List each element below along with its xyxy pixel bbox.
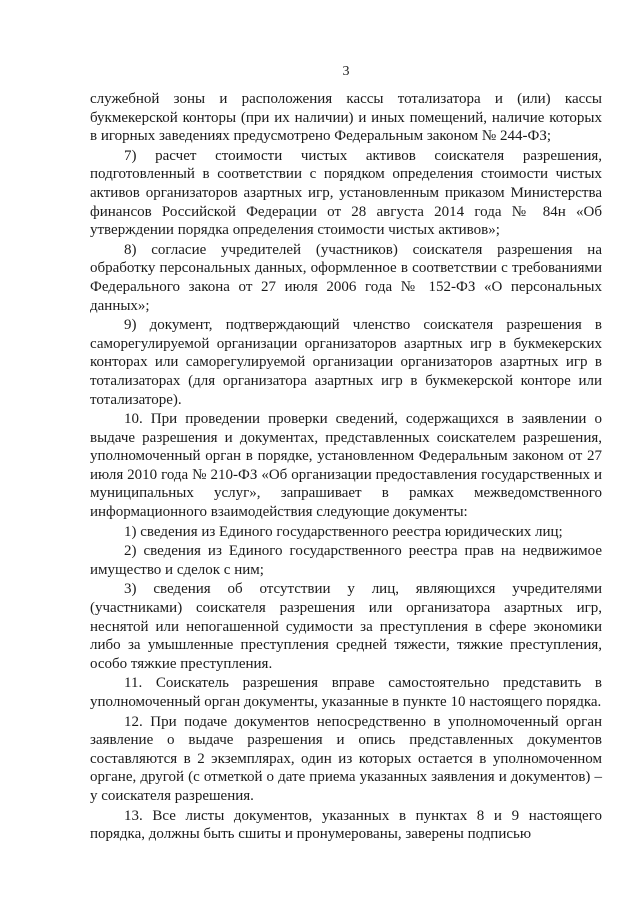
paragraph-clause-10: 10. При проведении проверки сведений, содержащихся в заявлении о выдаче разрешения и документах, представленных соискателем разрешения, уполномоченный орган в порядке, установленном Федеральным законом от 27 июля 2010 года № 210-ФЗ «Об организации предоставления государственных и муниципальных услуг», запрашивает в рамках межведомственного информационного взаимодействия следующие документы:: [90, 411, 602, 521]
paragraph-subitem-1: 1) сведения из Единого государственного реестра юридических лиц;: [124, 523, 563, 540]
paragraph-item-8: 8) согласие учредителей (участников) соискателя разрешения на обработку персональных данных, оформленное в соответствии с требованиями Федерального закона от 27 июля 2006 года № 152-ФЗ «О персональных данных»;: [90, 241, 602, 314]
paragraph-clause-13: 13. Все листы документов, указанных в пунктах 8 и 9 настоящего порядка, должны быть сшиты и пронумерованы, заверены подписью: [90, 807, 602, 843]
paragraph-clause-11: 11. Соискатель разрешения вправе самостоятельно представить в уполномоченный орган документы, указанные в пункте 10 настоящего порядка.: [90, 675, 602, 710]
paragraph-item-9: 9) документ, подтверждающий членство соискателя разрешения в саморегулируемой организации организаторов азартных игр в букмекерских конторах или саморегулируемой организации организаторов азартных игр в тотализаторах (для организатора азартных игр в букмекерской конторе или тотализаторе).: [90, 317, 602, 408]
paragraph-continuation: служебной зоны и расположения кассы тотализатора и (или) кассы букмекерской конторы (при их наличии) и иных помещений, наличие которых в игорных заведениях предусмотрено Федеральным законом № 244-ФЗ;: [90, 91, 602, 145]
paragraph-subitem-2: 2) сведения из Единого государственного реестра прав на недвижимое имущество и сделок с ним;: [90, 543, 602, 578]
paragraph-item-7: 7) расчет стоимости чистых активов соискателя разрешения, подготовленный в соответствии с порядком определения стоимости чистых активов организаторов азартных игр, установленным приказом Министерства финансов Российской Федерации от 28 августа 2014 года № 84н «Об утверждении порядка определения стоимости чистых активов»;: [90, 147, 602, 239]
page-number: 3: [342, 64, 350, 79]
paragraph-subitem-3: 3) сведения об отсутствии у лиц, являющихся учредителями (участниками) соискателя разрешения или организатора азартных игр, неснятой или непогашенной судимости за преступления в сфере экономики либо за умышленные преступления средней тяжести, тяжкие преступления, особо тяжкие преступления.: [90, 581, 602, 672]
paragraph-clause-12: 12. При подаче документов непосредственно в уполномоченный орган заявление о выдаче разрешения и опись представленных документов составляются в 2 экземплярах, один из которых остается в уполномоченном органе, другой (с отметкой о дате приема указанных заявления и документов) – у соискателя разрешения.: [90, 713, 602, 804]
